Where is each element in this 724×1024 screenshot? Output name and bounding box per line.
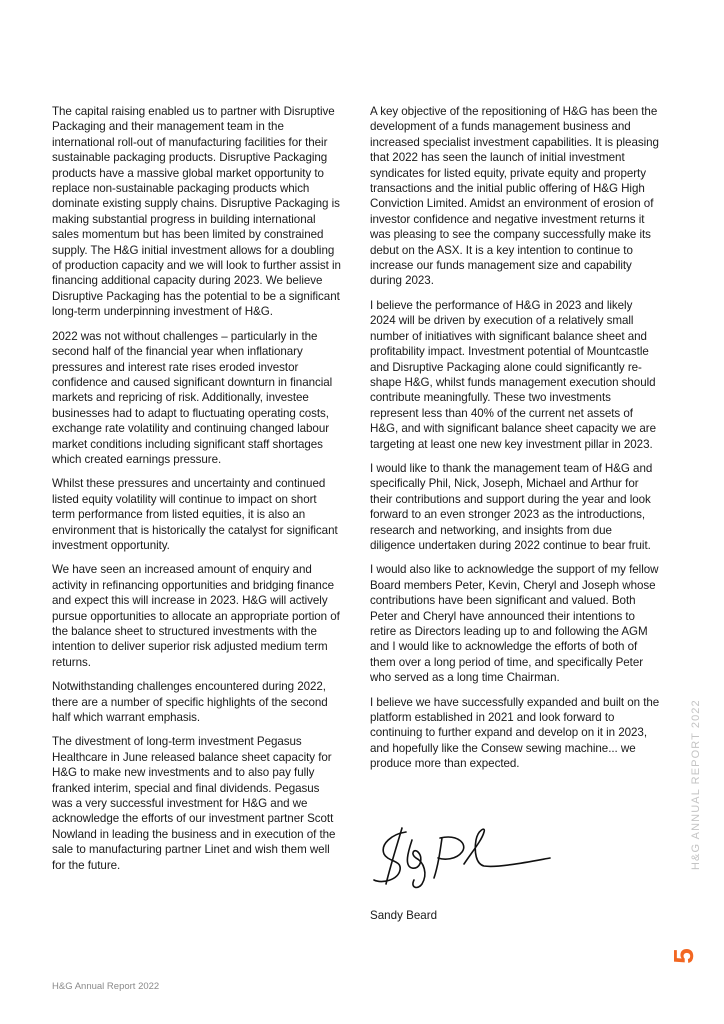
right-column [370, 104, 660, 781]
paragraph: I believe we have successfully expanded and built on the platform established in 2021 and look forward to continuing to further expand and develop on it in 2023, and hopefully like the Consew sewing machine... we produce more than expected. [370, 695, 660, 771]
paragraph: I would also like to acknowledge the support of my fellow Board members Peter, Kevin, Cheryl and Joseph whose contributions have been significant and valued. Both Peter and Cheryl have announced their intentions to retire as Directors leading up to and following the AGM and I would like to acknowledge the efforts of both of them over a long period of time, and specifically Peter who served as a long time Chairman. [370, 563, 659, 685]
paragraph: 2022 was not without challenges – particularly in the second half of the financial year when inflationary pressures and interest rate rises eroded investor confidence and caused significant downturn in financial markets and repricing of risk. Additionally, investee businesses had to adapt to fluctuating operating costs, exchange rate volatility and continuing changed labour market conditions including significant staff shortages which created earnings pressure. [52, 329, 333, 466]
signature [368, 818, 553, 898]
paragraph: I believe the performance of H&G in 2023 and likely 2024 will be driven by execution of a relatively small number of initiatives with significant balance sheet and profitability impact. Investment potential of Mountcastle and Disruptive Packaging alone could significantly re-shape H&G, whilst funds management execution should contribute meaningfully. These two investments represent less than 40% of the current net assets of H&G, and with significant balance sheet capacity we are targeting at least one new key investment pillar in 2023. [370, 298, 656, 451]
side-title: H&G ANNUAL REPORT 2022 [690, 699, 702, 870]
paragraph: A key objective of the repositioning of H&G has been the development of a funds management business and increased specialist investment capabilities. It is pleasing that 2022 has seen the launch of initial investment syndicates for listed equity, private equity and property transactions and the initial public offering of H&G High Conviction Limited. Amidst an environment of erosion of investor confidence and negative investment returns it was pleasing to see the company successfully make its debut on the ASX. It is a key intention to continue to increase our funds management size and capability during 2023. [370, 105, 659, 288]
paragraph: Whilst these pressures and uncertainty and continued listed equity volatility will continue to impact on short term performance from listed equities, it is also an environment that is historically the catalyst for significant investment opportunity. [52, 477, 338, 552]
signer-name: Sandy Beard [370, 909, 438, 922]
paragraph: We have seen an increased amount of enquiry and activity in refinancing opportunities and bridging finance and expect this will increase in 2023. H&G will actively pursue opportunities to allocate an appropriate portion of the balance sheet to structured investments with the intention to deliver superior risk adjusted medium term returns. [52, 563, 340, 669]
paragraph: I would like to thank the management team of H&G and specifically Phil, Nick, Joseph, Michael and Arthur for their contributions and support during the year and look forward to an even stronger 2023 as the introductions, research and networking, and insights from due diligence undertaken during 2022 continue to bear fruit. [370, 461, 653, 552]
left-column [52, 104, 342, 882]
footer-text: H&G Annual Report 2022 [52, 981, 160, 992]
paragraph: Notwithstanding challenges encountered during 2022, there are a number of specific highlights of the second half which warrant emphasis. [52, 680, 328, 725]
page-number: 5 [667, 948, 699, 964]
signature-drawing [368, 818, 553, 898]
paragraph: The capital raising enabled us to partner with Disruptive Packaging and their management team in the international roll-out of manufacturing facilities for their sustainable packaging products. Disruptive Packaging products have a massive global market opportunity to replace non-sustainable packaging products which dominate existing supply chains. Disruptive Packaging is making substantial progress in building international sales momentum but has been limited by constrained supply. The H&G initial investment allows for a doubling of production capacity and we will look to further assist in financing additional capacity during 2023. We believe Disruptive Packaging has the potential to be a significant long-term underpinning investment of H&G. [52, 105, 341, 319]
paragraph: The divestment of long-term investment Pegasus Healthcare in June released balance sheet capacity for H&G to make new investments and to also pay fully franked interim, special and final dividends. Pegasus was a very successful investment for H&G and we acknowledge the efforts of our investment partner Scott Nowland in leading the business and in execution of the sale to manufacturing partner Linet and wish them well for the future. [52, 735, 336, 872]
